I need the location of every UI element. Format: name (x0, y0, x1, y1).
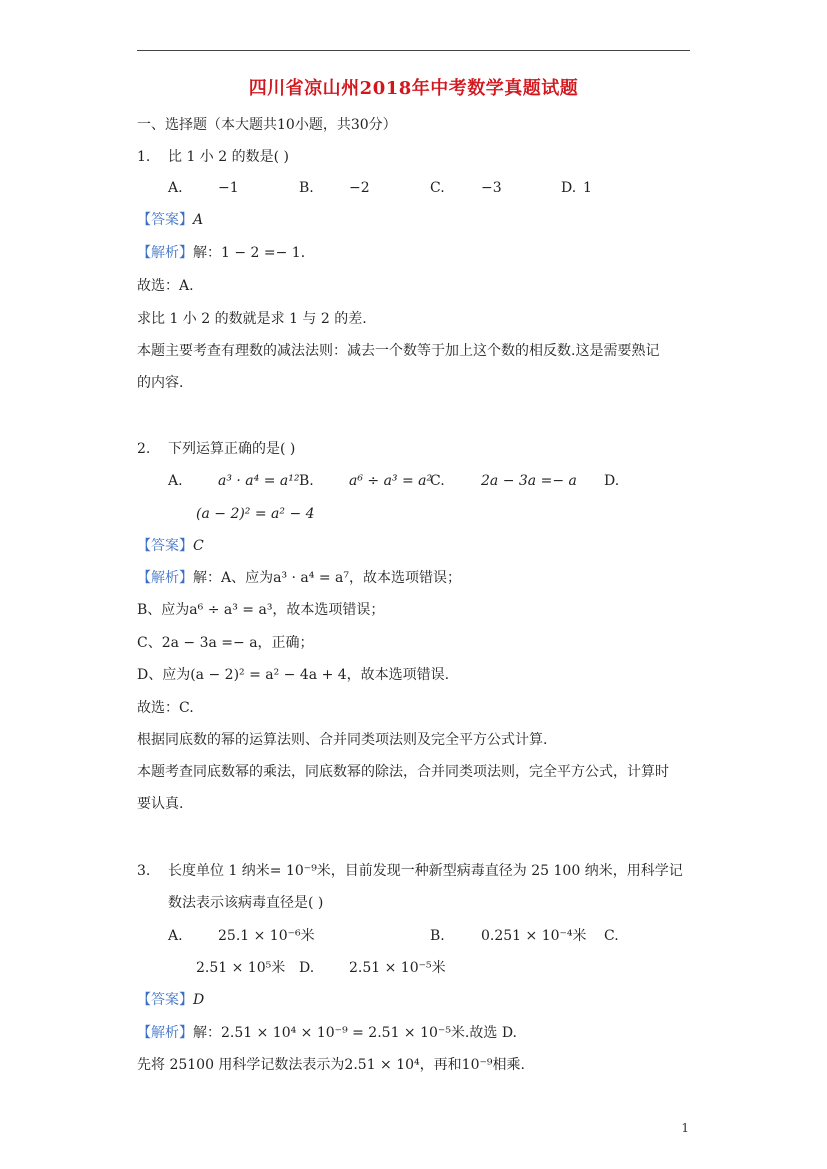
answer-tag: 【答案】 (137, 992, 193, 1008)
q3-analysis-row (137, 1023, 517, 1043)
q3-analysis-text: 解：2.51 × 10⁴ × 10⁻⁹ = 2.51 × 10⁻⁵米.故选 D. (193, 1025, 518, 1041)
page-number: 1 (681, 1121, 689, 1135)
q3-option-d-letter: D. (299, 960, 315, 976)
q1-option-a-text: −1 (218, 180, 239, 196)
q2-analysis-line: 本题考查同底数幂的乘法，同底数幂的除法，合并同类项法则，完全平方公式，计算时 (137, 764, 669, 780)
q2-answer: C (193, 538, 204, 554)
q2-answer-row (137, 536, 204, 556)
q3-option-b-letter: B. (430, 928, 445, 944)
q2-stem: 下列运算正确的是( ) (168, 441, 296, 457)
analysis-tag: 【解析】 (137, 570, 193, 586)
q2-option-d-text: (a − 2)² = a² − 4 (196, 506, 315, 522)
q2-analysis-line: C、2a − 3a =− a，正确； (137, 635, 314, 651)
q1-analysis-line: 的内容. (137, 375, 184, 391)
q3-option-c-text: 2.51 × 10⁵米 (196, 960, 286, 976)
q3-option-d-text: 2.51 × 10⁻⁵米 (349, 960, 446, 976)
analysis-tag: 【解析】 (137, 245, 193, 261)
q2-option-c-text: 2a − 3a =− a (481, 473, 577, 489)
q1-option-d-text: 1 (583, 180, 592, 196)
q1-answer-row (137, 210, 203, 230)
q1-number: 1. (137, 149, 151, 165)
section-heading: 一、选择题（本大题共10小题，共30分） (137, 117, 397, 133)
q2-option-a-text: a³ · a⁴ = a¹² (218, 473, 300, 489)
answer-tag: 【答案】 (137, 212, 193, 228)
q3-stem-line1: 长度单位 1 纳米= 10⁻⁹米，目前发现一种新型病毒直径为 25 100 纳米，用科学记 (168, 863, 683, 879)
q2-analysis-line: D、应为(a − 2)² = a² − 4a + 4，故本选项错误. (137, 667, 450, 683)
q2-option-b-letter: B. (299, 473, 314, 489)
q3-option-a-letter: A. (168, 928, 183, 944)
q1-stem: 比 1 小 2 的数是( ) (168, 149, 289, 165)
q2-analysis-line: 故选：C. (137, 700, 194, 716)
q2-option-d-letter: D. (604, 473, 620, 489)
q3-answer-row (137, 990, 204, 1010)
answer-tag: 【答案】 (137, 538, 193, 554)
q1-analysis-text: 解：1 − 2 =− 1． (193, 245, 315, 261)
page-title: 四川省凉山州2018年中考数学真题试题 (248, 78, 579, 99)
q2-analysis-line: 根据同底数的幂的运算法则、合并同类项法则及完全平方公式计算. (137, 732, 548, 748)
q3-number: 3. (137, 863, 151, 879)
q2-option-a-letter: A. (168, 473, 183, 489)
q3-option-b-text: 0.251 × 10⁻⁴米 (481, 928, 587, 944)
q3-answer: D (193, 992, 205, 1008)
q2-option-c-letter: C. (430, 473, 445, 489)
q1-option-d-letter: D. (561, 180, 577, 196)
q3-option-c-letter: C. (604, 928, 619, 944)
q1-option-b-text: −2 (349, 180, 370, 196)
q1-analysis-line: 求比 1 小 2 的数就是求 1 与 2 的差. (137, 311, 367, 327)
q2-analysis-text: 解：A、应为a³ · a⁴ = a⁷，故本选项错误； (193, 570, 461, 586)
q1-analysis-row (137, 243, 315, 263)
q1-answer: A (193, 212, 204, 228)
q3-analysis-line: 先将 25100 用科学记数法表示为2.51 × 10⁴，再和10⁻⁹相乘. (137, 1057, 525, 1073)
q1-option-c-letter: C. (430, 180, 445, 196)
q3-stem-line2: 数法表示该病毒直径是( ) (168, 895, 324, 911)
q2-analysis-row (137, 568, 461, 588)
q2-number: 2. (137, 441, 151, 457)
header-rule (137, 50, 690, 51)
q1-analysis-line: 本题主要考查有理数的减法法则：减去一个数等于加上这个数的相反数.这是需要熟记 (137, 343, 660, 359)
q1-option-b-letter: B. (299, 180, 314, 196)
q1-analysis-line: 故选：A. (137, 278, 194, 294)
q3-option-a-text: 25.1 × 10⁻⁶米 (218, 928, 315, 944)
analysis-tag: 【解析】 (137, 1025, 193, 1041)
q1-option-a-letter: A. (168, 180, 183, 196)
q2-analysis-line: B、应为a⁶ ÷ a³ = a³，故本选项错误； (137, 602, 385, 618)
q2-analysis-line: 要认真. (137, 796, 184, 812)
q2-option-b-text: a⁶ ÷ a³ = a² (349, 473, 433, 489)
q1-option-c-text: −3 (481, 180, 502, 196)
